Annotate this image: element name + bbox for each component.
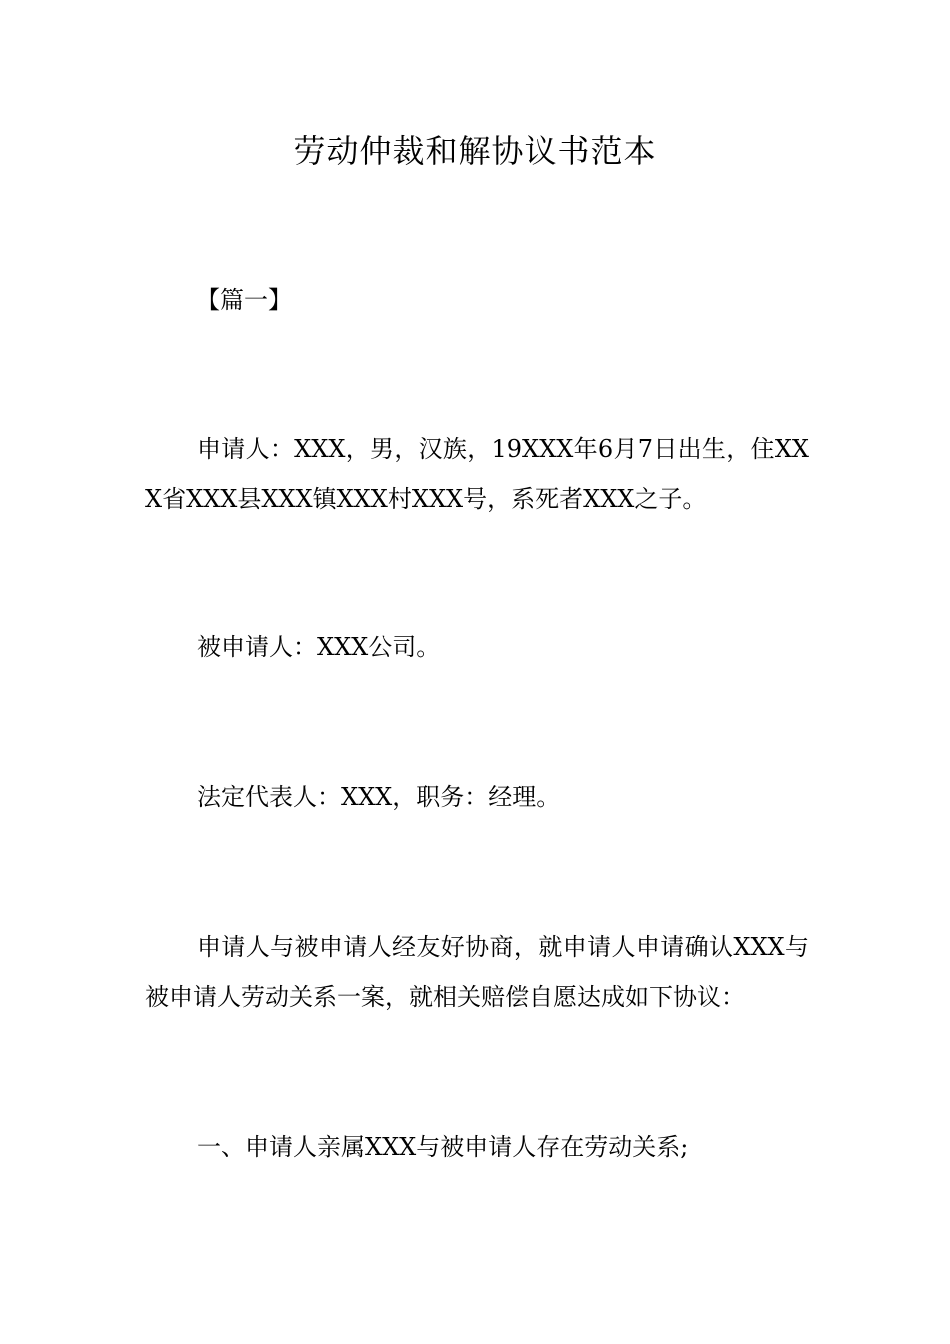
applicant-paragraph: 申请人：XXX，男，汉族，19XXX年6月7日出生，住XXX省XXX县XXX镇XXX村XXX号，系死者XXX之子。 [145, 435, 809, 513]
section-label: 【篇一】 [196, 286, 292, 314]
respondent-paragraph: 被申请人：XXX公司。 [197, 633, 441, 661]
document-title: 劳动仲裁和解协议书范本 [293, 132, 657, 170]
legal-representative-paragraph: 法定代表人：XXX，职务：经理。 [197, 783, 561, 811]
agreement-intro-paragraph: 申请人与被申请人经友好协商，就申请人申请确认XXX与被申请人劳动关系一案，就相关赔偿自愿达成如下协议： [145, 933, 809, 1011]
clause-one-paragraph: 一、申请人亲属XXX与被申请人存在劳动关系; [197, 1133, 689, 1161]
